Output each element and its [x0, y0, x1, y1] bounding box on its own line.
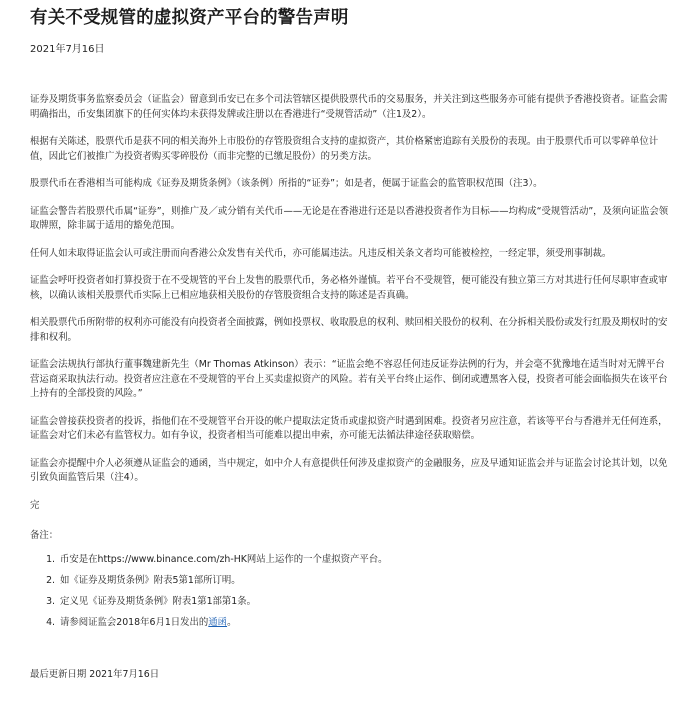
note-item-3: 3. 定义见《证券及期货条例》附表1第1部第1条。 [58, 595, 670, 609]
paragraph-7: 相关股票代币所附带的权利亦可能没有向投资者全面披露，例如投票权、收取股息的权利、赎回相关股份的权利、在分拆相关股份或发行红股及期权时的安排和权利。 [30, 317, 668, 343]
paragraph-3: 股票代币在香港相当可能构成《证券及期货条例》（该条例）所指的“证券”；如是者，便属于证监会的监管职权范围（注3）。 [30, 178, 543, 189]
note-item-2: 2. 如《证券及期货条例》附表5第1部所订明。 [58, 574, 670, 588]
last-updated: 最后更新日期 2021年7月16日 [30, 668, 160, 680]
end-mark: 完 [30, 499, 40, 511]
note-item-1: 1. 币安是在https://www.binance.com/zh-HK网站上运作的一个虚拟资产平台。 [58, 553, 670, 567]
paragraph-8: 证监会法规执行部执行董事魏建新先生（Mr Thomas Atkinson）表示：“证监会绝不容忍任何违反证券法例的行为，并会毫不犹豫地在适当时对无牌平台营运商采取执法行动。投资者应注意在不受规管的平台上买卖虚拟资产的风险。若有关平台终止运作、倒闭或遭黑客入侵，投资者可能会面临损失在该平台上持有的全部投资的风险。” [30, 359, 668, 399]
circular-link[interactable]: 通函 [208, 616, 228, 628]
paragraph-10: 证监会亦提醒中介人必须遵从证监会的通函，当中规定，如中介人有意提供任何涉及虚拟资产的金融服务，应及早通知证监会并与证监会讨论其计划，以免引致负面监管后果（注4）。 [30, 457, 668, 483]
paragraph-9: 证监会曾接获投资者的投诉，指他们在不受规管平台开设的帐户提取法定货币或虚拟资产时遇到困难。投资者另应注意，若该等平台与香港并无任何连系，证监会对它们未必有监管权力。如有争议，投资者相当可能难以提出申索，亦可能无法循法律途径获取赔偿。 [30, 415, 668, 441]
note-4-suffix: 。 [227, 616, 237, 628]
paragraph-4: 证监会警告若股票代币属“证券”，则推广及／或分销有关代币——无论是在香港进行还是以香港投资者作为目标——均构成“受规管活动”，及须向证监会领取牌照，除非属于适用的豁免范围。 [30, 205, 669, 231]
page-title: 有关不受规管的虚拟资产平台的警告声明 [30, 8, 349, 28]
note-4-prefix: 请参阅证监会2018年6月1日发出的 [60, 616, 209, 628]
note-item-4 [58, 616, 670, 630]
publish-date: 2021年7月16日 [30, 44, 105, 55]
paragraph-5: 任何人如未取得证监会认可或注册而向香港公众发售有关代币，亦可能属违法。凡违反相关条文者均可能被检控，一经定罪，须受刑事制裁。 [30, 247, 612, 259]
notes-title: 备注： [30, 529, 59, 541]
paragraph-2: 根据有关陈述，股票代币是获不同的相关海外上市股份的存管股资组合支持的虚拟资产，其价格紧密追踪有关股份的表现。由于股票代币可以零碎单位计值，因此它们被推广为投资者购买零碎股份（而非完整的已缴足股份）的另类方法。 [30, 136, 659, 162]
notes-list [30, 553, 670, 630]
paragraph-6: 证监会呼吁投资者如打算投资于在不受规管的平台上发售的股票代币，务必格外谨慎。若平台不受规管，便可能没有独立第三方对其进行任何尽职审查或审核，以确认该相关股票代币实际上已相应地获相关股份的存管股资组合支持的陈述是否真确。 [30, 275, 668, 301]
paragraph-1: 证券及期货事务监察委员会（证监会）留意到币安已在多个司法管辖区提供股票代币的交易服务，并关注到这些服务亦可能有提供予香港投资者。证监会需明确指出，币安集团旗下的任何实体均未获得发牌或注册以在香港进行“受规管活动”（注1及2）。 [30, 94, 668, 120]
